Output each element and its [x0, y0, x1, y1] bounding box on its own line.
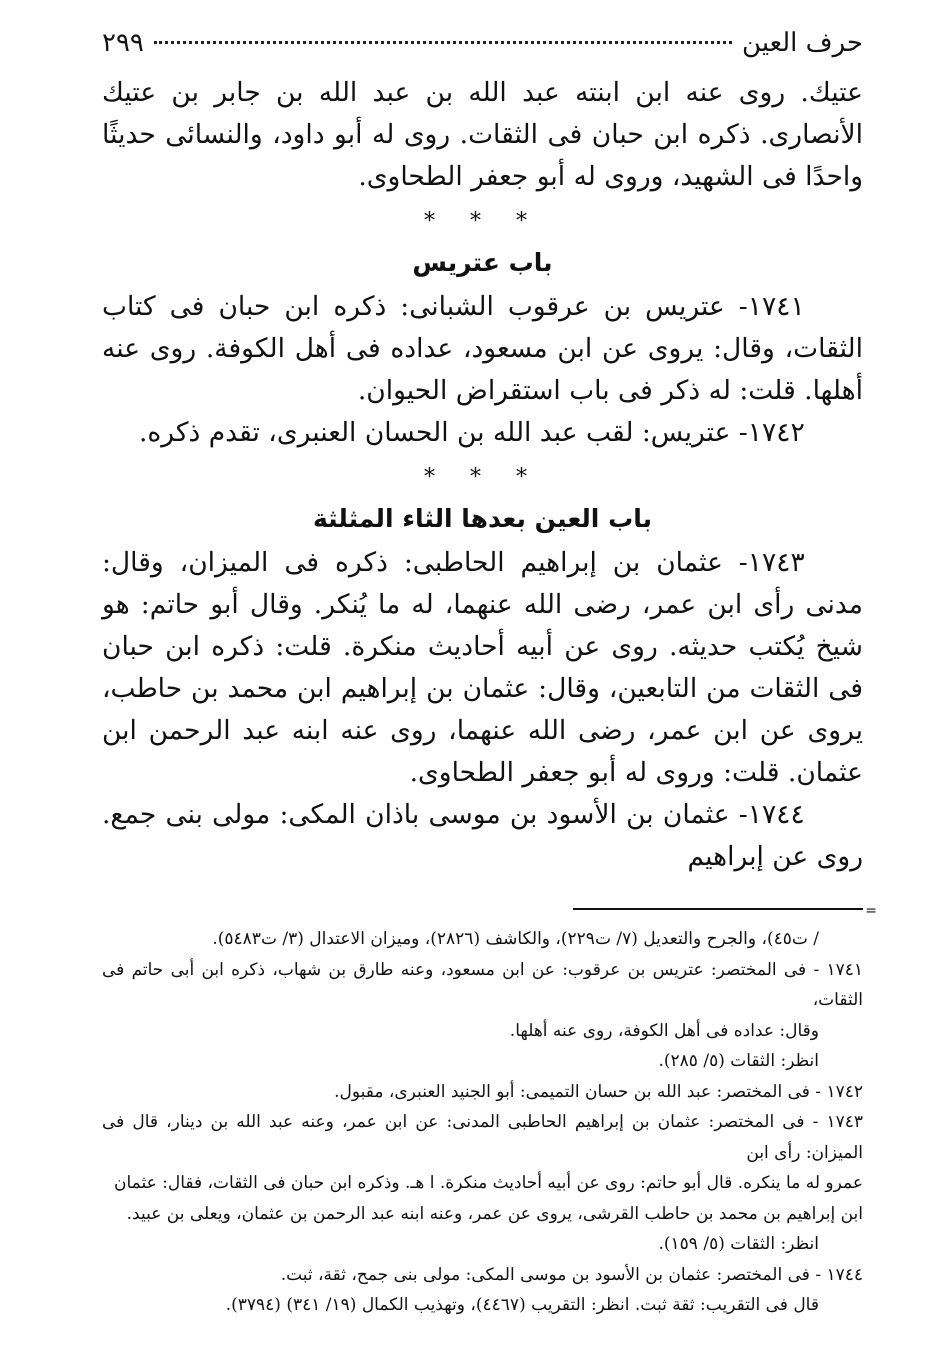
footnote-line: وقال: عداده فى أهل الكوفة، روى عنه أهلها. [509, 1020, 819, 1041]
footnote-continuation-mark: = [865, 903, 877, 919]
main-text [102, 72, 863, 878]
chapter-title: حرف العين [742, 28, 863, 58]
section-heading-ain-tha: باب العين بعدها الثاء المثلثة [313, 504, 652, 533]
section-separator: * * * [424, 465, 541, 490]
footnotes [102, 924, 863, 1321]
footnote-line: ١٧٤١ - فى المختصر: عتريس بن عرقوب: عن ابن مسعود، وعنه طارق بن شهاب، ذكره ابن أبى حاتم فى الثقات، [102, 959, 863, 1010]
footnote-line: ١٧٤٣ - فى المختصر: عثمان بن إبراهيم الحاطبى المدنى: عن ابن عمر، وعنه عبد الله بن دينار، قال فى الميزان: رأى ابن [102, 1112, 863, 1163]
footnote-rule [573, 903, 877, 919]
footnote-line: ١٧٤٢ - فى المختصر: عبد الله بن حسان التميمى: أبو الجنيد العنبرى، مقبول. [334, 1081, 863, 1102]
entry-1743: ١٧٤٣- عثمان بن إبراهيم الحاطبى: ذكره فى الميزان، وقال: مدنى رأى ابن عمر، رضى الله عنهما، له ما يُنكر. وقال أبو حاتم: هو شيخ يُكتب حديثه. روى عن أبيه أحاديث منكرة. قلت: ذكره ابن حبان فى الثقات من التابعين، وقال: عثمان بن إبراهيم ابن محمد بن حاطب، يروى عن ابن عمر، رضى الله عنهما، روى عنه ابنه عبد الرحمن ابن عثمان. قلت: وروى له أبو جعفر الطحاوى. [102, 547, 863, 788]
entry-1744: ١٧٤٤- عثمان بن الأسود بن موسى باذان المكى: مولى بنى جمع. روى عن إبراهيم [102, 799, 863, 872]
footnote-line: عمرو له ما ينكره. قال أبو حاتم: روى عن أبيه أحاديث منكرة. ا هـ. وذكره ابن حبان فى الثقات، فقال: عثمان [113, 1173, 863, 1193]
header-leader-dots [154, 41, 732, 44]
page-number: ٢٩٩ [102, 28, 144, 58]
running-header [102, 28, 863, 72]
section-heading-atris: باب عتريس [412, 248, 553, 277]
footnote-line: انظر: الثقات (٥/ ٢٨٥). [658, 1051, 819, 1071]
footnote-line: / ت٤٥)، والجرح والتعديل (٧/ ت٢٢٩)، والكاشف (٢٨٢٦)، وميزان الاعتدال (٣/ ت٥٤٨٣). [212, 929, 819, 949]
footnote-line: قال فى التقريب: ثقة ثبت. انظر: التقريب (٤٤٦٧)، وتهذيب الكمال (١٩/ ٣٤١) (٣٧٩٤). [225, 1295, 819, 1315]
footnote-line: انظر: الثقات (٥/ ١٥٩). [658, 1234, 819, 1254]
footnote-line: ابن إبراهيم بن محمد بن حاطب القرشى، يروى عن عمر، وعنه ابنه عبد الرحمن بن عثمان، ويعلى بن عبيد. [126, 1203, 863, 1224]
intro-paragraph: عتيك. روى عنه ابن ابنته عبد الله بن عبد الله بن جابر بن عتيك الأنصارى. ذكره ابن حبان فى الثقات. روى له أبو داود، والنسائى حديثًا واحدًا فى الشهيد، وروى له أبو جعفر الطحاوى. [102, 77, 863, 192]
section-separator: * * * [424, 209, 541, 234]
entry-1742: ١٧٤٢- عتريس: لقب عبد الله بن الحسان العنبرى، تقدم ذكره. [139, 417, 805, 448]
entry-1741: ١٧٤١- عتريس بن عرقوب الشبانى: ذكره ابن حبان فى كتاب الثقات، وقال: يروى عن ابن مسعود، عداده فى أهل الكوفة. روى عنه أهلها. قلت: له ذكر فى باب استقراض الحيوان. [102, 291, 863, 406]
footnote-line: ١٧٤٤ - فى المختصر: عثمان بن الأسود بن موسى المكى: مولى بنى جمح، ثقة، ثبت. [280, 1264, 863, 1285]
